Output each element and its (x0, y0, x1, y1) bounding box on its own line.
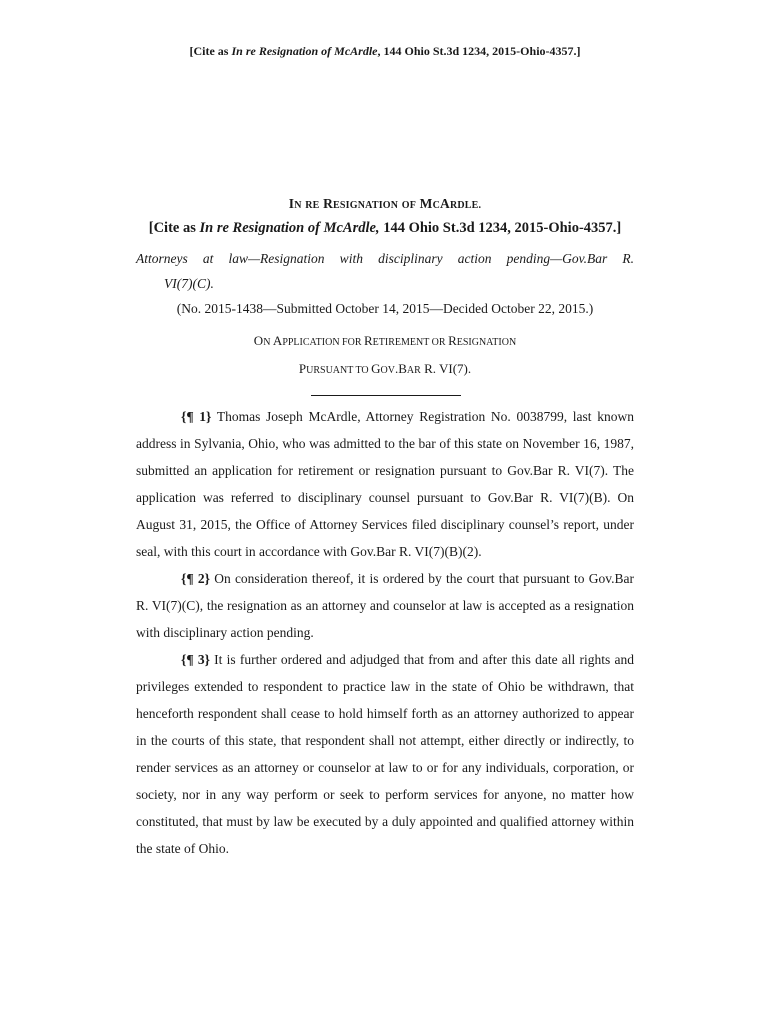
paragraph-number: {¶ 3} (181, 652, 210, 667)
heading-part: TO (355, 365, 372, 376)
paragraph-number: {¶ 2} (181, 571, 210, 586)
citation-suffix: 144 Ohio St.3d 1234, 2015-Ohio-4357.] (379, 220, 622, 236)
application-heading-line-1 (0, 328, 770, 356)
heading-part: R (364, 333, 373, 348)
heading-part: FOR (342, 337, 364, 348)
title-part: OF (401, 200, 417, 211)
heading-part: PPLICATION (282, 337, 343, 348)
heading-part: G (371, 361, 381, 376)
syllabus-line-1: Attorneys at law—Resignation with disciplinary action pending—Gov.Bar R. (136, 251, 634, 266)
header-cite-prefix: [Cite as (189, 44, 232, 58)
heading-part: A (272, 333, 283, 348)
application-heading (0, 328, 770, 384)
heading-part: AR (406, 365, 421, 376)
title-part: RE (305, 200, 320, 211)
title-part: M (419, 196, 433, 211)
heading-part: R. VI(7). (420, 361, 472, 376)
paragraph-1 (136, 403, 634, 565)
paragraph-number: {¶ 1} (181, 409, 212, 424)
heading-part: ETIREMENT (372, 337, 432, 348)
title-part: ESIGNATION (333, 200, 399, 211)
application-heading-line-2 (0, 356, 770, 384)
paragraph-text: On consideration thereof, it is ordered by the court that pursuant to Gov.Bar R. VI(7)(C), the resignation as an attorney and counselor at law is accepted as a resignation with disciplinary action pending. (136, 571, 634, 640)
heading-part: N (263, 337, 273, 348)
paragraph-3 (136, 646, 634, 862)
heading-part: ESIGNATION (456, 337, 517, 348)
title-part: N (294, 200, 302, 211)
heading-part: OR (431, 337, 449, 348)
title-part: R (323, 196, 334, 211)
heading-part: P (298, 361, 307, 376)
section-divider (311, 395, 461, 396)
heading-part: O (253, 333, 264, 348)
citation-prefix: [Cite as (148, 220, 200, 236)
running-header-citation (0, 44, 770, 59)
heading-part: .B (394, 361, 407, 376)
heading-part: R (448, 333, 457, 348)
paragraph-2 (136, 565, 634, 646)
title-part: RDLE. (449, 200, 482, 211)
citation-case-name: In re Resignation of McArdle, (199, 220, 380, 236)
heading-part: OV (380, 365, 395, 376)
header-cite-case: In re Resignation of McArdle (231, 44, 378, 58)
paragraph-text: Thomas Joseph McArdle, Attorney Registration No. 0038799, last known address in Sylvania, Ohio, who was admitted to the bar of this state on November 16, 1987, submitted an application for retirement or resignation pursuant to Gov.Bar R. VI(7). The application was referred to disciplinary counsel pursuant to Gov.Bar R. VI(7)(B). On August 31, 2015, the Office of Attorney Services filed disciplinary counsel’s report, under seal, with this court in accordance with Gov.Bar R. VI(7)(B)(2). (136, 409, 634, 559)
opinion-body (136, 403, 634, 862)
title-part: I (288, 196, 295, 211)
title-part: C (432, 200, 441, 211)
header-cite-suffix: , 144 Ohio St.3d 1234, 2015-Ohio-4357.] (377, 44, 581, 58)
heading-part: URSUANT (306, 365, 356, 376)
docket-info: (No. 2015-1438—Submitted October 14, 2015—Decided October 22, 2015.) (176, 301, 594, 316)
title-part: A (440, 196, 450, 211)
official-citation (0, 220, 770, 237)
paragraph-text: It is further ordered and adjudged that from and after this date all rights and privileges extended to respondent to practice law in the state of Ohio be withdrawn, that henceforth respondent shall cease to hold himself forth as an attorney authorized to appear in the courts of this state, that respondent shall not attempt, either directly or indirectly, to render services as an attorney or counselor at law to or for any individuals, corporation, or society, nor in any way perform or seek to perform services for anyone, no matter how constituted, that must by law be executed by a duly appointed and qualified attorney within the state of Ohio. (136, 652, 634, 856)
syllabus-line-2: VI(7)(C). (164, 276, 214, 291)
case-title (0, 196, 770, 212)
syllabus-headnote (136, 246, 634, 296)
